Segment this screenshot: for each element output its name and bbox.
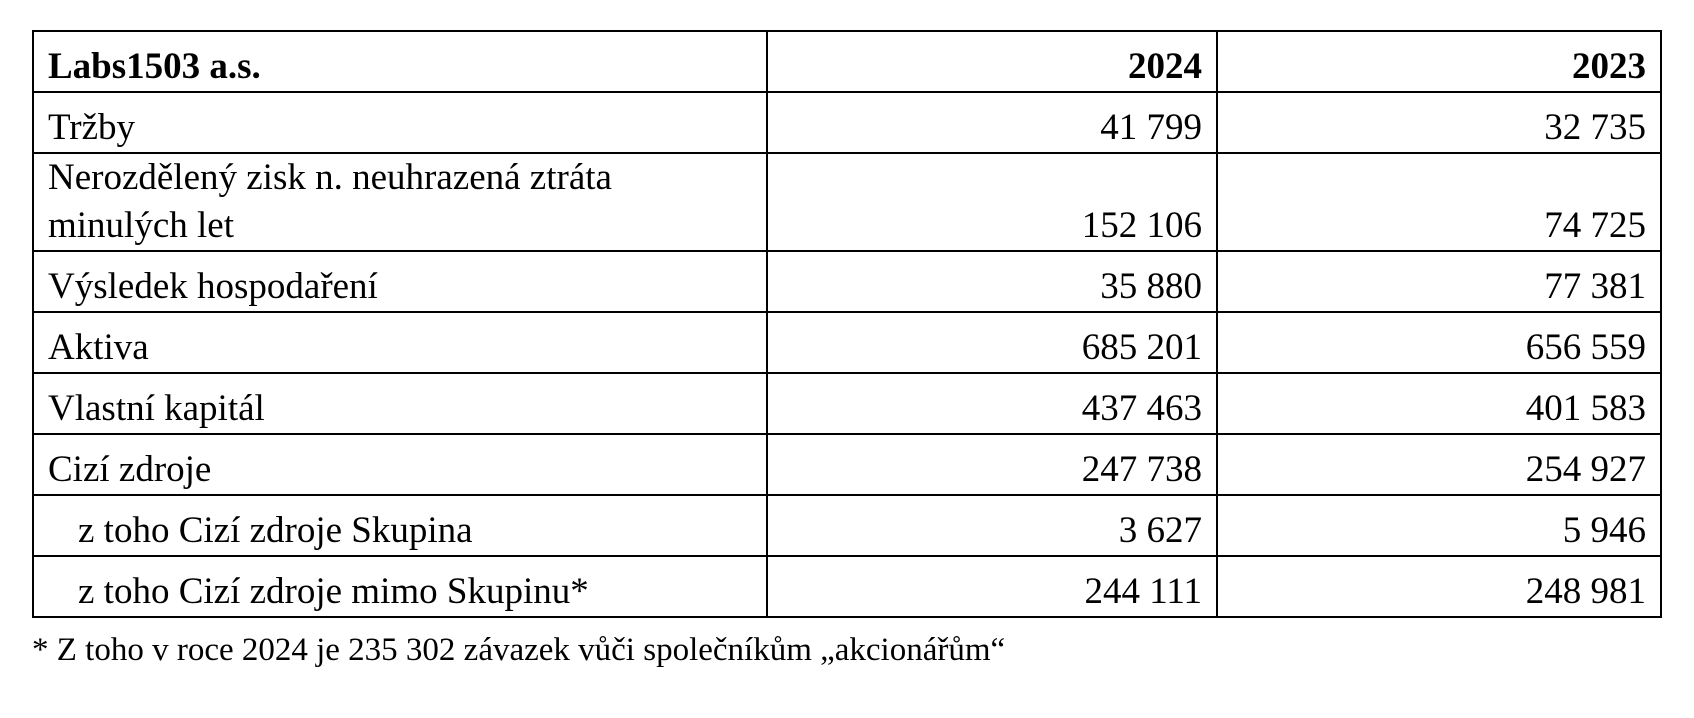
table-row bbox=[33, 556, 1661, 617]
row-label: z toho Cizí zdroje Skupina bbox=[33, 495, 767, 556]
value-2024: 152 106 bbox=[767, 153, 1217, 251]
value-2024: 437 463 bbox=[767, 373, 1217, 434]
value-2023: 401 583 bbox=[1217, 373, 1661, 434]
year-2023-header: 2023 bbox=[1217, 31, 1661, 92]
value-2023: 656 559 bbox=[1217, 312, 1661, 373]
row-label: Vlastní kapitál bbox=[33, 373, 767, 434]
row-label-line-1: Nerozdělený zisk n. neuhrazená ztráta bbox=[48, 157, 612, 198]
row-label bbox=[33, 153, 767, 251]
table-row bbox=[33, 312, 1661, 373]
value-2023: 74 725 bbox=[1217, 153, 1661, 251]
value-2023: 32 735 bbox=[1217, 92, 1661, 153]
value-2024: 244 111 bbox=[767, 556, 1217, 617]
row-label: Tržby bbox=[33, 92, 767, 153]
value-2024: 35 880 bbox=[767, 251, 1217, 312]
value-2023: 5 946 bbox=[1217, 495, 1661, 556]
table-row bbox=[33, 373, 1661, 434]
value-2024: 3 627 bbox=[767, 495, 1217, 556]
value-2024: 685 201 bbox=[767, 312, 1217, 373]
row-label: Cizí zdroje bbox=[33, 434, 767, 495]
row-label: z toho Cizí zdroje mimo Skupinu* bbox=[33, 556, 767, 617]
year-2024-header: 2024 bbox=[767, 31, 1217, 92]
row-label: Výsledek hospodaření bbox=[33, 251, 767, 312]
company-name-header: Labs1503 a.s. bbox=[33, 31, 767, 92]
table-row bbox=[33, 495, 1661, 556]
table-row bbox=[33, 153, 1661, 251]
table-header-row bbox=[33, 31, 1661, 92]
table-row bbox=[33, 251, 1661, 312]
value-2023: 77 381 bbox=[1217, 251, 1661, 312]
table-footnote: * Z toho v roce 2024 je 235 302 závazek vůči společníkům „akcionářům“ bbox=[32, 632, 1006, 668]
financial-table bbox=[32, 30, 1662, 618]
row-label: Aktiva bbox=[33, 312, 767, 373]
value-2023: 254 927 bbox=[1217, 434, 1661, 495]
table-row bbox=[33, 92, 1661, 153]
value-2023: 248 981 bbox=[1217, 556, 1661, 617]
value-2024: 247 738 bbox=[767, 434, 1217, 495]
row-label-line-2: minulých let bbox=[48, 205, 234, 246]
value-2024: 41 799 bbox=[767, 92, 1217, 153]
table-row bbox=[33, 434, 1661, 495]
